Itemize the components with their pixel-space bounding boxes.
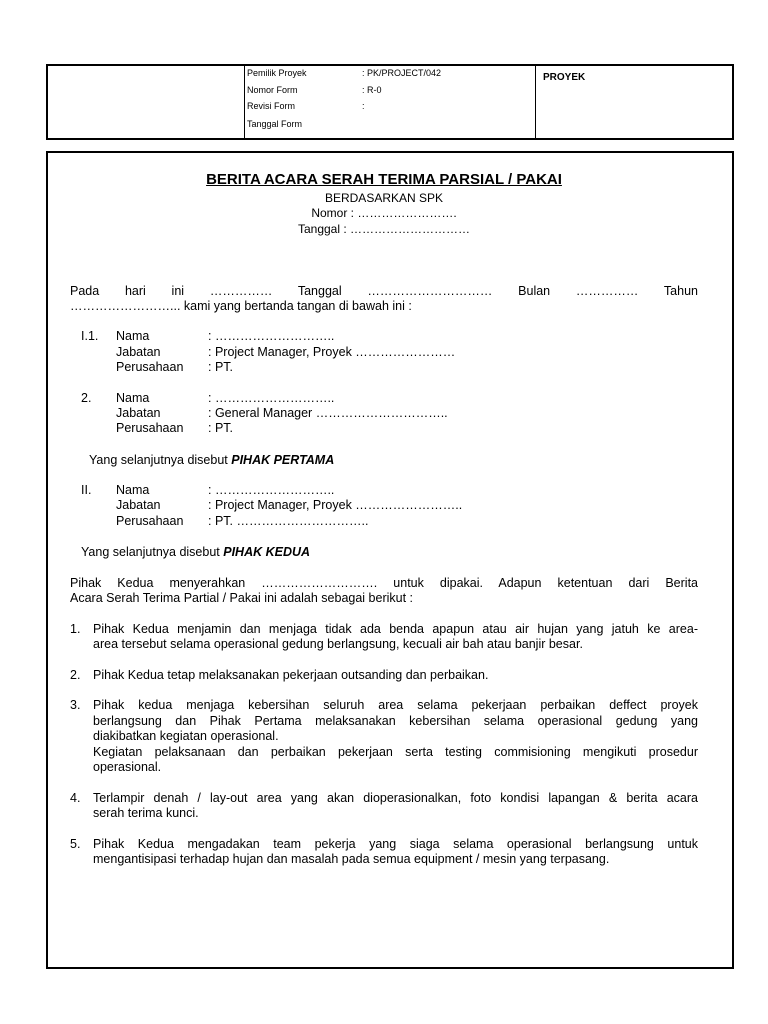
- header-value-revisi-form: :: [362, 101, 365, 111]
- pihak-kedua-term: PIHAK KEDUA: [223, 545, 311, 559]
- header-label-pemilik: Pemilik Proyek: [247, 68, 307, 78]
- party1a-jabatan-label: Jabatan: [116, 345, 161, 359]
- document-tanggal: Tanggal : …………………………: [297, 222, 471, 236]
- header-proyek-label: PROYEK: [543, 72, 586, 83]
- header-value-nomor-form: : R-0: [362, 85, 382, 95]
- pihak-pertama-prefix: Yang selanjutnya disebut: [89, 453, 232, 467]
- item-1-line-1: Pihak Kedua menjamin dan menjaga tidak ada benda apapun atau air hujan yang jatuh ke area-: [93, 622, 698, 636]
- party1-number: I.1.: [81, 329, 99, 343]
- party2-jabatan-label: Jabatan: [116, 498, 161, 512]
- item-3-line-1: Pihak kedua menjaga kebersihan seluruh area selama pekerjaan perbaikan deffect proyek: [93, 698, 698, 712]
- header-label-revisi-form: Revisi Form: [247, 101, 296, 111]
- item-1-number: 1.: [70, 622, 81, 636]
- party1a-perusahaan-value: : PT.: [208, 360, 234, 374]
- party1b-nama-label: Nama: [116, 391, 150, 405]
- item-4-line-2: serah terima kunci.: [93, 806, 199, 820]
- party2-perusahaan-value: : PT. …………………………..: [208, 514, 369, 528]
- party1b-perusahaan-label: Perusahaan: [116, 421, 184, 435]
- document-nomor: Nomor : …………………….: [311, 206, 457, 220]
- item-5-line-1: Pihak Kedua mengadakan team pekerja yang siaga selama operasional berlangsung untuk: [93, 837, 698, 851]
- party1a-nama-label: Nama: [116, 329, 150, 343]
- form-header-box: [46, 64, 734, 140]
- document-subtitle: BERDASARKAN SPK: [324, 191, 444, 205]
- party1a-nama-value: : ………………………..: [208, 329, 335, 343]
- header-divider-left: [244, 66, 245, 138]
- document-title: BERITA ACARA SERAH TERIMA PARSIAL / PAKAI: [206, 171, 562, 188]
- item-4-line-1: Terlampir denah / lay-out area yang akan dioperasionalkan, foto kondisi lapangan & berita acara: [93, 791, 698, 805]
- party1b-number: 2.: [81, 391, 92, 405]
- pihak-kedua-statement: [81, 545, 310, 560]
- party2-perusahaan-label: Perusahaan: [116, 514, 184, 528]
- party2-jabatan-value: : Project Manager, Proyek ……………………..: [208, 498, 463, 512]
- item-2-line-1: Pihak Kedua tetap melaksanakan pekerjaan outsanding dan perbaikan.: [93, 668, 489, 682]
- item-2-number: 2.: [70, 668, 81, 682]
- party2-nama-label: Nama: [116, 483, 150, 497]
- party1b-jabatan-label: Jabatan: [116, 406, 161, 420]
- intro-line-2: ……………………... kami yang bertanda tangan di bawah ini :: [70, 299, 412, 313]
- party2-nama-value: : ………………………..: [208, 483, 335, 497]
- party2-number: II.: [81, 483, 92, 497]
- item-4-number: 4.: [70, 791, 81, 805]
- header-label-tanggal-form: Tanggal Form: [247, 119, 303, 129]
- intro-line-1: Pada hari ini …………… Tanggal ………………………… Bulan …………… Tahun: [70, 284, 698, 298]
- item-3-line-5: operasional.: [93, 760, 162, 774]
- party1b-nama-value: : ………………………..: [208, 391, 335, 405]
- party1b-jabatan-value: : General Manager …………………………..: [208, 406, 448, 420]
- item-1-line-2: area tersebut selama operasional gedung berlangsung, kecuali air bah atau banjir besar.: [93, 637, 583, 651]
- party1b-perusahaan-value: : PT.: [208, 421, 234, 435]
- pihak-pertama-statement: [89, 453, 334, 468]
- pihak-pertama-term: PIHAK PERTAMA: [231, 453, 335, 467]
- item-3-number: 3.: [70, 698, 81, 712]
- header-divider-right: [535, 66, 536, 138]
- item-5-line-2: mengantisipasi terhadap hujan dan masalah pada semua equipment / mesin yang terpasang.: [93, 852, 610, 866]
- pihak-kedua-prefix: Yang selanjutnya disebut: [81, 545, 224, 559]
- item-3-line-2: berlangsung dan Pihak Pertama melaksanakan kebersihan selama operasional gedung yang: [93, 714, 698, 728]
- party1a-perusahaan-label: Perusahaan: [116, 360, 184, 374]
- handover-line-2: Acara Serah Terima Partial / Pakai ini adalah sebagai berikut :: [70, 591, 414, 605]
- item-3-line-3: diakibatkan kegiatan operasional.: [93, 729, 279, 743]
- item-3-line-4: Kegiatan pelaksanaan dan perbaikan pekerjaan serta testing commisioning mengikuti prosedur: [93, 745, 698, 759]
- header-label-nomor-form: Nomor Form: [247, 85, 298, 95]
- item-5-number: 5.: [70, 837, 81, 851]
- party1a-jabatan-value: : Project Manager, Proyek ……………………: [208, 345, 456, 359]
- header-value-pemilik: : PK/PROJECT/042: [362, 68, 442, 78]
- handover-line-1: Pihak Kedua menyerahkan ………………………. untuk dipakai. Adapun ketentuan dari Berita: [70, 576, 698, 590]
